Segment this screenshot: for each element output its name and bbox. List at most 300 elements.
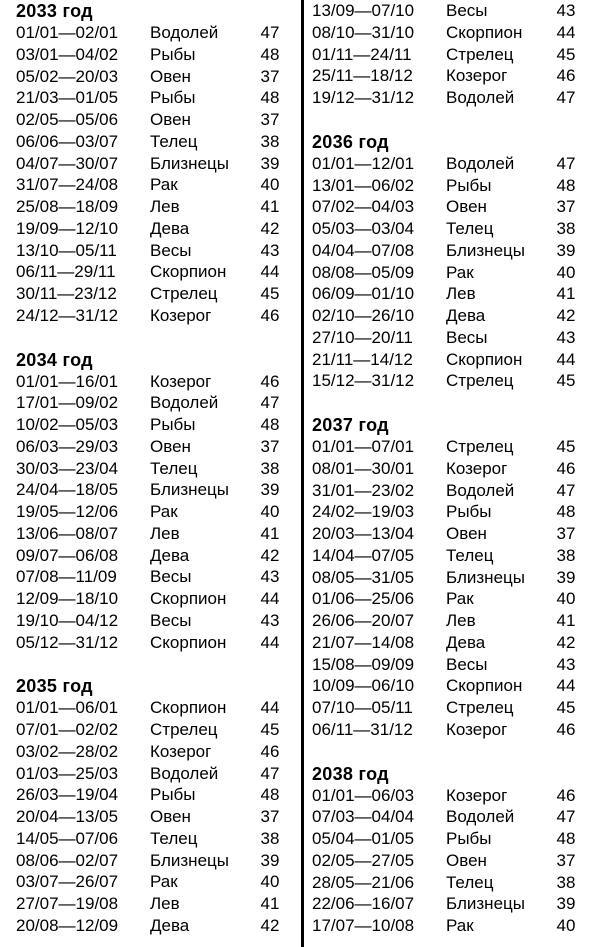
- table-row: [16, 697, 296, 719]
- zodiac-sign: Весы: [150, 567, 192, 587]
- zodiac-sign: Рак: [150, 502, 178, 521]
- date-range: 14/04—07/05: [312, 545, 415, 565]
- zodiac-sign: Овен: [446, 524, 487, 543]
- zodiac-sign: Козерог: [446, 785, 508, 805]
- table-row: [312, 458, 592, 480]
- table-row: [312, 806, 592, 828]
- sign-number: 39: [260, 480, 280, 500]
- sign-number: 47: [260, 393, 280, 413]
- year-section: [16, 675, 296, 936]
- zodiac-sign: Телец: [150, 458, 198, 478]
- date-range: 19/12—31/12: [312, 88, 415, 107]
- zodiac-sign: Стрелец: [446, 437, 514, 456]
- zodiac-sign: Скорпион: [446, 22, 523, 42]
- zodiac-sign: Водолей: [150, 23, 219, 42]
- zodiac-sign: Овен: [150, 66, 191, 86]
- table-row: [312, 480, 592, 502]
- table-row: [312, 850, 592, 872]
- table-row: [16, 196, 296, 218]
- date-range: 13/10—05/11: [16, 240, 117, 260]
- table-row: [16, 850, 296, 872]
- sign-number: 44: [260, 632, 280, 652]
- year-heading: 2037 год: [312, 415, 389, 435]
- date-range: 07/02—04/03: [312, 197, 415, 217]
- table-row: [312, 65, 592, 87]
- zodiac-sign: Водолей: [150, 393, 219, 413]
- zodiac-sign: Лев: [150, 523, 180, 543]
- sign-number: 41: [556, 284, 576, 304]
- date-range: 05/12—31/12: [16, 632, 119, 652]
- date-range: 05/02—20/03: [16, 66, 119, 86]
- table-row: [312, 240, 592, 262]
- zodiac-sign: Козерог: [150, 741, 212, 761]
- sign-number: 47: [556, 153, 576, 173]
- year-section: [312, 763, 592, 937]
- date-range: 19/05—12/06: [16, 502, 119, 521]
- sign-number: 46: [556, 458, 576, 478]
- sign-number: 45: [556, 698, 576, 717]
- table-row: [312, 283, 592, 305]
- zodiac-sign: Овен: [150, 436, 191, 456]
- table-row: [312, 87, 592, 109]
- table-row: [16, 806, 296, 828]
- zodiac-sign: Весы: [446, 1, 488, 20]
- table-row: [312, 697, 592, 719]
- date-range: 06/11—29/11: [16, 262, 116, 282]
- table-row: [16, 763, 296, 785]
- sign-number: 47: [260, 23, 280, 42]
- zodiac-sign: Рыбы: [446, 175, 492, 195]
- date-range: 07/10—05/11: [312, 698, 413, 717]
- table-row: [16, 632, 296, 654]
- sign-number: 42: [556, 306, 576, 325]
- sign-number: 37: [260, 436, 280, 456]
- zodiac-sign: Близнецы: [446, 567, 525, 587]
- zodiac-sign: Водолей: [446, 807, 515, 827]
- sign-number: 42: [260, 545, 280, 565]
- date-range: 27/07—19/08: [16, 894, 119, 913]
- zodiac-sign: Скорпион: [446, 349, 523, 369]
- date-range: 01/01—02/01: [16, 23, 119, 42]
- sign-number: 43: [556, 1, 576, 20]
- table-row: [312, 893, 592, 915]
- date-range: 03/01—04/02: [16, 44, 119, 64]
- sign-number: 41: [556, 611, 576, 630]
- section-spacer: [312, 392, 592, 414]
- table-row: [16, 283, 296, 305]
- table-row: [312, 785, 592, 807]
- zodiac-sign: Козерог: [446, 719, 508, 739]
- table-row: [312, 588, 592, 610]
- date-range: 04/04—07/08: [312, 240, 415, 260]
- sign-number: 39: [260, 850, 280, 870]
- date-range: 07/01—02/02: [16, 720, 119, 739]
- table-row: [16, 610, 296, 632]
- zodiac-sign: Весы: [150, 240, 192, 260]
- sign-number: 40: [556, 589, 576, 609]
- sign-number: 48: [260, 415, 280, 434]
- date-range: 21/11—14/12: [312, 349, 413, 369]
- date-range: 14/05—07/06: [16, 828, 119, 848]
- zodiac-sign: Скорпион: [150, 262, 227, 282]
- section-spacer: [16, 327, 296, 349]
- table-row: [16, 174, 296, 196]
- date-range: 31/07—24/08: [16, 175, 119, 195]
- zodiac-sign: Телец: [150, 131, 198, 151]
- zodiac-sign: Скорпион: [150, 698, 227, 718]
- table-row: [312, 545, 592, 567]
- table-row: [312, 305, 592, 327]
- date-range: 26/03—19/04: [16, 785, 119, 805]
- table-row: [16, 588, 296, 610]
- zodiac-sign: Козерог: [150, 305, 212, 325]
- zodiac-sign: Овен: [150, 807, 191, 826]
- zodiac-sign: Водолей: [446, 153, 515, 173]
- sign-number: 42: [556, 632, 576, 652]
- table-row: [16, 479, 296, 501]
- date-range: 09/07—06/08: [16, 545, 119, 565]
- zodiac-sign: Водолей: [446, 88, 515, 107]
- table-row: [16, 131, 296, 153]
- date-range: 06/09—01/10: [312, 284, 415, 304]
- table-row: [16, 828, 296, 850]
- sign-number: 37: [556, 524, 576, 543]
- sign-number: 47: [556, 807, 576, 827]
- date-range: 08/01—30/01: [312, 458, 415, 478]
- zodiac-sign: Рак: [150, 872, 178, 892]
- date-range: 24/02—19/03: [312, 502, 415, 522]
- date-range: 21/03—01/05: [16, 88, 119, 108]
- sign-number: 39: [556, 567, 576, 587]
- date-range: 25/08—18/09: [16, 197, 119, 216]
- sign-number: 43: [556, 654, 576, 674]
- table-row: [16, 371, 296, 393]
- date-range: 06/11—31/12: [312, 719, 413, 739]
- sign-number: 48: [260, 785, 280, 805]
- date-range: 02/05—05/06: [16, 110, 119, 129]
- section-spacer: [16, 653, 296, 675]
- date-range: 10/09—06/10: [312, 676, 415, 696]
- year-section: [312, 131, 592, 392]
- table-row: [312, 22, 592, 44]
- sign-number: 37: [556, 850, 576, 870]
- year-section: [312, 414, 592, 741]
- table-row: [16, 22, 296, 44]
- sign-number: 45: [260, 720, 280, 739]
- sign-number: 46: [556, 66, 576, 86]
- date-range: 01/03—25/03: [16, 763, 119, 783]
- table-row: [312, 262, 592, 284]
- zodiac-sign: Рыбы: [446, 502, 492, 522]
- zodiac-sign: Дева: [446, 632, 486, 652]
- zodiac-sign: Козерог: [150, 371, 212, 391]
- table-row: [312, 872, 592, 894]
- table-row: [312, 567, 592, 589]
- table-row: [16, 436, 296, 458]
- section-spacer: [312, 109, 592, 131]
- sign-number: 42: [260, 218, 280, 238]
- sign-number: 38: [260, 828, 280, 848]
- zodiac-sign: Близнецы: [150, 850, 229, 870]
- table-row: [16, 871, 296, 893]
- date-range: 19/10—04/12: [16, 610, 119, 630]
- zodiac-sign: Рак: [150, 175, 178, 195]
- zodiac-sign: Весы: [446, 654, 488, 674]
- zodiac-sign: Стрелец: [446, 44, 514, 64]
- table-row: [16, 218, 296, 240]
- sign-number: 48: [556, 175, 576, 195]
- zodiac-sign: Скорпион: [150, 632, 227, 652]
- table-row: [16, 784, 296, 806]
- right-column: [312, 0, 592, 937]
- sign-number: 47: [556, 480, 576, 500]
- sign-number: 40: [556, 916, 576, 935]
- zodiac-sign: Стрелец: [150, 720, 218, 739]
- zodiac-sign: Близнецы: [150, 153, 229, 173]
- date-range: 08/10—31/10: [312, 22, 415, 42]
- table-row: [16, 893, 296, 915]
- sign-number: 47: [260, 763, 280, 783]
- date-range: 01/01—06/01: [16, 698, 119, 718]
- table-row: [312, 0, 592, 22]
- zodiac-sign: Лев: [446, 611, 476, 630]
- date-range: 05/03—03/04: [312, 219, 415, 238]
- date-range: 27/10—20/11: [312, 327, 413, 347]
- zodiac-sign: Водолей: [446, 480, 515, 500]
- section-spacer: [312, 741, 592, 763]
- zodiac-sign: Овен: [446, 850, 487, 870]
- table-row: [16, 87, 296, 109]
- date-range: 20/04—13/05: [16, 807, 119, 826]
- sign-number: 38: [556, 219, 576, 238]
- table-row: [312, 44, 592, 66]
- zodiac-sign: Телец: [446, 219, 494, 238]
- table-row: [312, 610, 592, 632]
- table-row: [16, 458, 296, 480]
- table-row: [312, 915, 592, 937]
- date-range: 01/06—25/06: [312, 589, 415, 609]
- date-range: 06/06—03/07: [16, 131, 119, 151]
- date-range: 07/03—04/04: [312, 807, 415, 827]
- zodiac-sign: Овен: [446, 197, 487, 217]
- date-range: 06/03—29/03: [16, 436, 119, 456]
- sign-number: 40: [556, 262, 576, 282]
- table-row: [312, 218, 592, 240]
- table-row: [16, 392, 296, 414]
- date-range: 04/07—30/07: [16, 153, 119, 173]
- sign-number: 41: [260, 523, 280, 543]
- date-range: 21/07—14/08: [312, 632, 415, 652]
- table-row: [312, 654, 592, 676]
- date-range: 13/06—08/07: [16, 523, 119, 543]
- sign-number: 43: [556, 327, 576, 347]
- date-range: 13/09—07/10: [312, 1, 415, 20]
- year-heading: 2034 год: [16, 349, 93, 370]
- date-range: 28/05—21/06: [312, 872, 415, 892]
- sign-number: 40: [260, 175, 280, 195]
- date-range: 22/06—16/07: [312, 894, 415, 914]
- zodiac-sign: Стрелец: [150, 284, 218, 303]
- date-range: 12/09—18/10: [16, 589, 119, 608]
- year-heading: 2035 год: [16, 676, 93, 697]
- date-range: 08/08—05/09: [312, 262, 415, 282]
- zodiac-sign: Рак: [446, 589, 474, 609]
- sign-number: 38: [260, 458, 280, 478]
- zodiac-sign: Телец: [446, 872, 494, 892]
- table-row: [16, 719, 296, 741]
- zodiac-sign: Рак: [446, 262, 474, 282]
- date-range: 15/12—31/12: [312, 371, 415, 391]
- table-row: [16, 240, 296, 262]
- date-range: 08/06—02/07: [16, 850, 119, 870]
- sign-number: 44: [556, 22, 576, 42]
- sign-number: 43: [260, 240, 280, 260]
- sign-number: 41: [260, 894, 280, 913]
- date-range: 25/11—18/12: [312, 66, 413, 86]
- column-divider: [301, 0, 304, 947]
- table-row: [312, 327, 592, 349]
- date-range: 20/08—12/09: [16, 915, 119, 935]
- date-range: 01/11—24/11: [312, 44, 412, 64]
- date-range: 15/08—09/09: [312, 654, 415, 674]
- sign-number: 45: [556, 44, 576, 64]
- date-range: 24/04—18/05: [16, 480, 119, 500]
- date-range: 01/01—07/01: [312, 437, 415, 456]
- sign-number: 43: [260, 610, 280, 630]
- table-row: [16, 414, 296, 436]
- sign-number: 38: [260, 131, 280, 151]
- table-row: [16, 44, 296, 66]
- year-section: [312, 0, 592, 109]
- year-section: [16, 0, 296, 327]
- zodiac-sign: Дева: [150, 218, 190, 238]
- sign-number: 37: [556, 197, 576, 217]
- date-range: 17/01—09/02: [16, 393, 119, 413]
- zodiac-sign: Близнецы: [446, 240, 525, 260]
- zodiac-sign: Рыбы: [150, 88, 196, 108]
- sign-number: 40: [260, 502, 280, 521]
- zodiac-sign: Весы: [446, 327, 488, 347]
- year-heading: 2038 год: [312, 763, 389, 784]
- date-range: 19/09—12/10: [16, 218, 119, 238]
- zodiac-sign: Стрелец: [446, 698, 514, 717]
- date-range: 02/10—26/10: [312, 306, 415, 325]
- zodiac-sign: Рак: [446, 916, 474, 935]
- table-row: [312, 523, 592, 545]
- table-row: [16, 261, 296, 283]
- date-range: 31/01—23/02: [312, 480, 415, 500]
- sign-number: 48: [556, 502, 576, 522]
- sign-number: 37: [260, 66, 280, 86]
- table-row: [312, 501, 592, 523]
- sign-number: 46: [556, 719, 576, 739]
- year-heading: 2036 год: [312, 131, 389, 152]
- zodiac-sign: Весы: [150, 610, 192, 630]
- sign-number: 44: [556, 349, 576, 369]
- table-row: [16, 915, 296, 937]
- zodiac-sign: Рыбы: [150, 785, 196, 805]
- date-range: 03/07—26/07: [16, 872, 119, 892]
- table-row: [312, 719, 592, 741]
- date-range: 17/07—10/08: [312, 916, 415, 935]
- zodiac-sign: Близнецы: [150, 480, 229, 500]
- table-row: [16, 66, 296, 88]
- date-range: 05/04—01/05: [312, 829, 415, 848]
- sign-number: 37: [260, 807, 280, 826]
- sign-number: 46: [260, 741, 280, 761]
- sign-number: 39: [556, 240, 576, 260]
- table-row: [16, 501, 296, 523]
- table-row: [312, 675, 592, 697]
- table-row: [16, 153, 296, 175]
- table-row: [312, 436, 592, 458]
- zodiac-sign: Близнецы: [446, 894, 525, 914]
- date-range: 26/06—20/07: [312, 611, 415, 630]
- sign-number: 43: [260, 567, 280, 587]
- year-section: [16, 349, 296, 654]
- sign-number: 46: [260, 305, 280, 325]
- zodiac-sign: Водолей: [150, 763, 219, 783]
- date-range: 01/01—12/01: [312, 153, 415, 173]
- date-range: 01/01—16/01: [16, 371, 119, 391]
- zodiac-sign: Лев: [150, 197, 180, 216]
- sign-number: 45: [556, 371, 576, 391]
- table-row: [16, 566, 296, 588]
- table-row: [16, 305, 296, 327]
- zodiac-sign: Стрелец: [446, 371, 514, 391]
- date-range: 30/11—23/12: [16, 284, 117, 303]
- zodiac-sign: Лев: [150, 894, 180, 913]
- sign-number: 39: [260, 153, 280, 173]
- sign-number: 46: [260, 371, 280, 391]
- table-row: [312, 175, 592, 197]
- sign-number: 45: [260, 284, 280, 303]
- sign-number: 38: [556, 545, 576, 565]
- year-heading: 2033 год: [16, 1, 93, 21]
- zodiac-sign: Овен: [150, 110, 191, 129]
- sign-number: 44: [260, 589, 280, 608]
- date-range: 02/05—27/05: [312, 850, 415, 870]
- table-row: [312, 370, 592, 392]
- sign-number: 46: [556, 785, 576, 805]
- zodiac-sign: Рыбы: [150, 415, 196, 434]
- table-row: [16, 523, 296, 545]
- table-row: [312, 153, 592, 175]
- sign-number: 41: [260, 197, 280, 216]
- zodiac-sign: Козерог: [446, 458, 508, 478]
- left-column: [16, 0, 296, 937]
- zodiac-sign: Рыбы: [150, 44, 196, 64]
- zodiac-sign: Скорпион: [150, 589, 227, 608]
- sign-number: 45: [556, 437, 576, 456]
- sign-number: 37: [260, 110, 280, 129]
- table-row: [16, 741, 296, 763]
- table-row: [16, 109, 296, 131]
- sign-number: 47: [556, 88, 576, 107]
- date-range: 13/01—06/02: [312, 175, 415, 195]
- sign-number: 48: [260, 44, 280, 64]
- sign-number: 48: [556, 829, 576, 848]
- date-range: 08/05—31/05: [312, 567, 415, 587]
- table-row: [312, 196, 592, 218]
- sign-number: 38: [556, 872, 576, 892]
- sign-number: 40: [260, 872, 280, 892]
- zodiac-sign: Скорпион: [446, 676, 523, 696]
- sign-number: 48: [260, 88, 280, 108]
- zodiac-sign: Лев: [446, 284, 476, 304]
- zodiac-sign: Телец: [150, 828, 198, 848]
- date-range: 10/02—05/03: [16, 415, 119, 434]
